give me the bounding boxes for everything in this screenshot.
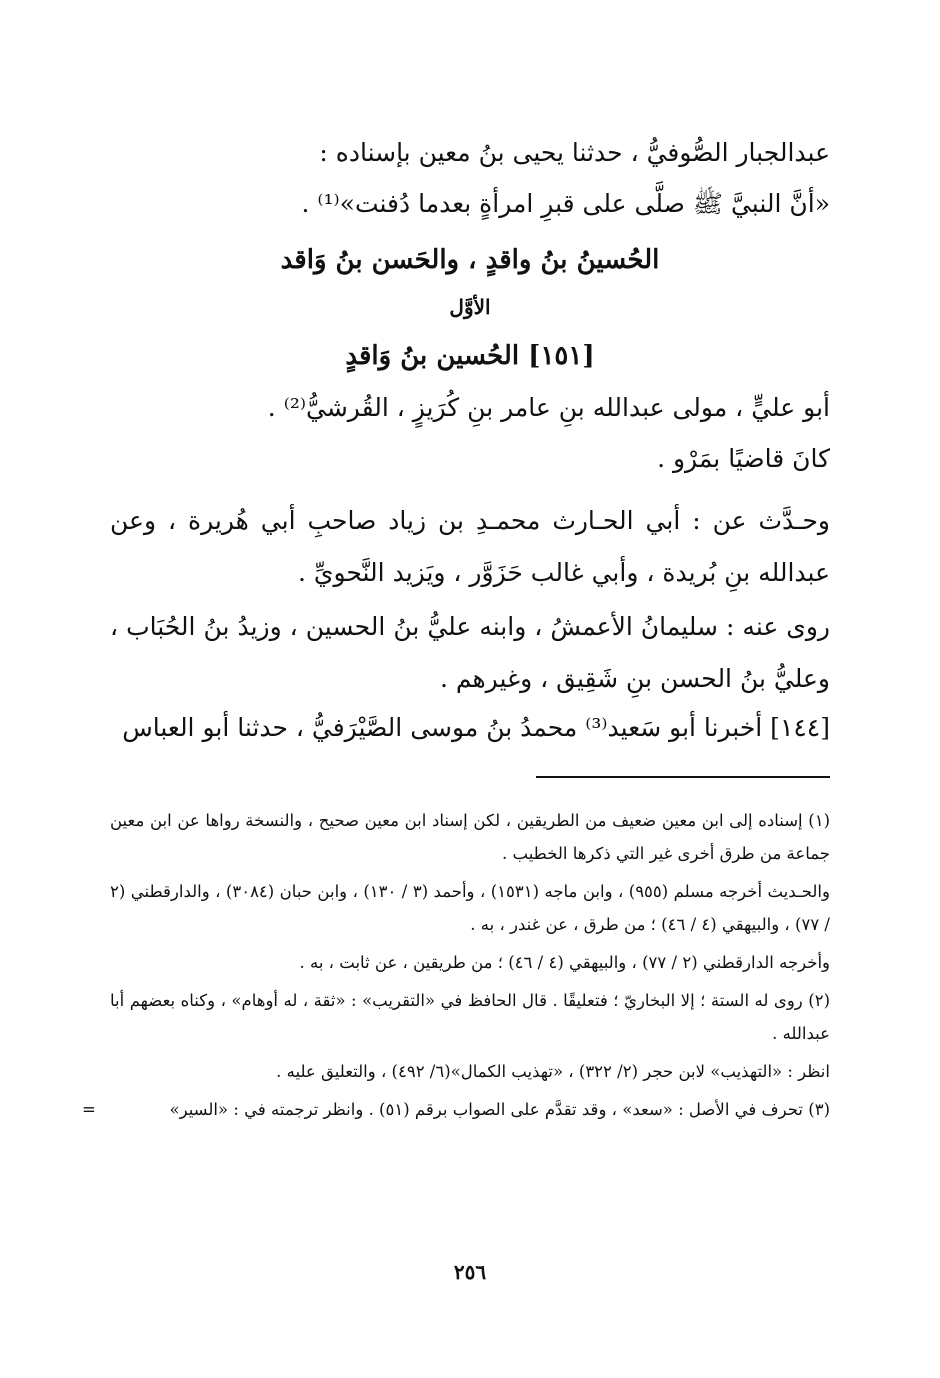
footnote: انظر : «التهذيب» لابن حجر (٢/ ٣٢٢) ، «تهذيب الكمال»(٦/ ٤٩٢) ، والتعليق عليه .: [276, 1062, 830, 1081]
footnote: (١) إسناده إلى ابن معين ضعيف من الطريقين ، لكن إسناد ابن معين صحيح ، والنسخة رواها عن ابن معين جماعة من طرق أخرى غير التي ذكرها الخطيب .: [110, 811, 830, 863]
section-heading: الحُسينُ بنُ واقدٍ ، والحَسن بنُ وَاقد: [280, 245, 660, 275]
footnote-text: (٣) تحرف في الأصل : «سعد» ، وقد تقدَّم على الصواب برقم (٥١) . وانظر ترجمته في : «السير»: [169, 1100, 830, 1119]
footnote-divider: [536, 776, 830, 778]
hadith-text: «أنَّ النبيَّ ﷺ صلَّى على قبرِ امرأةٍ بعدما دُفنت»⁽¹⁾ .: [301, 189, 830, 218]
text-line: [١٤٤] أخبرنا أبو سَعيد⁽³⁾ محمدُ بنُ موسى الصَّيْرَفيُّ ، حدثنا أبو العباس: [122, 713, 830, 742]
entry-heading: [١٥١] الحُسين بنُ وَاقدٍ: [345, 341, 595, 371]
footnote: (٢) روى له الستة ؛ إلا البخاريّ ؛ فتعليقًا . قال الحافظ في «التقريب» : «ثقة ، له أوهام» ، وكناه بعضهم أبا عبدالله .: [110, 991, 830, 1043]
footnotes: [82, 804, 830, 1126]
subsection-heading: الأوَّل: [449, 295, 491, 319]
continuation-mark: =: [82, 1100, 96, 1119]
page-content: [82, 138, 830, 1126]
text-line: كانَ قاضيًا بمَرْو .: [657, 444, 830, 473]
page-number: ٢٥٦: [453, 1260, 487, 1284]
paragraph: وحـدَّث عن : أبي الحـارث محمـدِ بن زياد صاحبِ أبي هُريرة ، وعن عبدالله بنِ بُريدة ، وأبي غالب حَزَوَّر ، ويَزيد النَّحويِّ .: [110, 506, 830, 587]
footnote: والحـديث أخرجه مسلم (٩٥٥) ، وابن ماجه (١٥٣١) ، وأحمد (٣ / ١٣٠) ، وابن حبان (٣٠٨٤) ، والدارقطني (٢ / ٧٧) ، والبيهقي (٤ / ٤٦) ؛ من طرق ، عن غندر ، به .: [110, 882, 830, 934]
footnote: وأخرجه الدارقطني (٢ / ٧٧) ، والبيهقي (٤ / ٤٦) ؛ من طريقين ، عن ثابت ، به .: [299, 953, 830, 972]
footnote: [82, 1093, 830, 1126]
text-line: أبو عليٍّ ، مولى عبدالله بنِ عامر بنِ كُرَيزٍ ، القُرشيُّ⁽²⁾ .: [267, 393, 830, 422]
text-line: عبدالجبار الصُّوفيُّ ، حدثنا يحيى بنُ معين بإسناده :: [319, 138, 830, 167]
paragraph: روى عنه : سليمانُ الأعمشُ ، وابنه عليُّ بنُ الحسين ، وزيدُ بنُ الحُبَاب ، وعليُّ بنُ الحسن بنِ شَقِيق ، وغيرهم .: [110, 612, 830, 693]
